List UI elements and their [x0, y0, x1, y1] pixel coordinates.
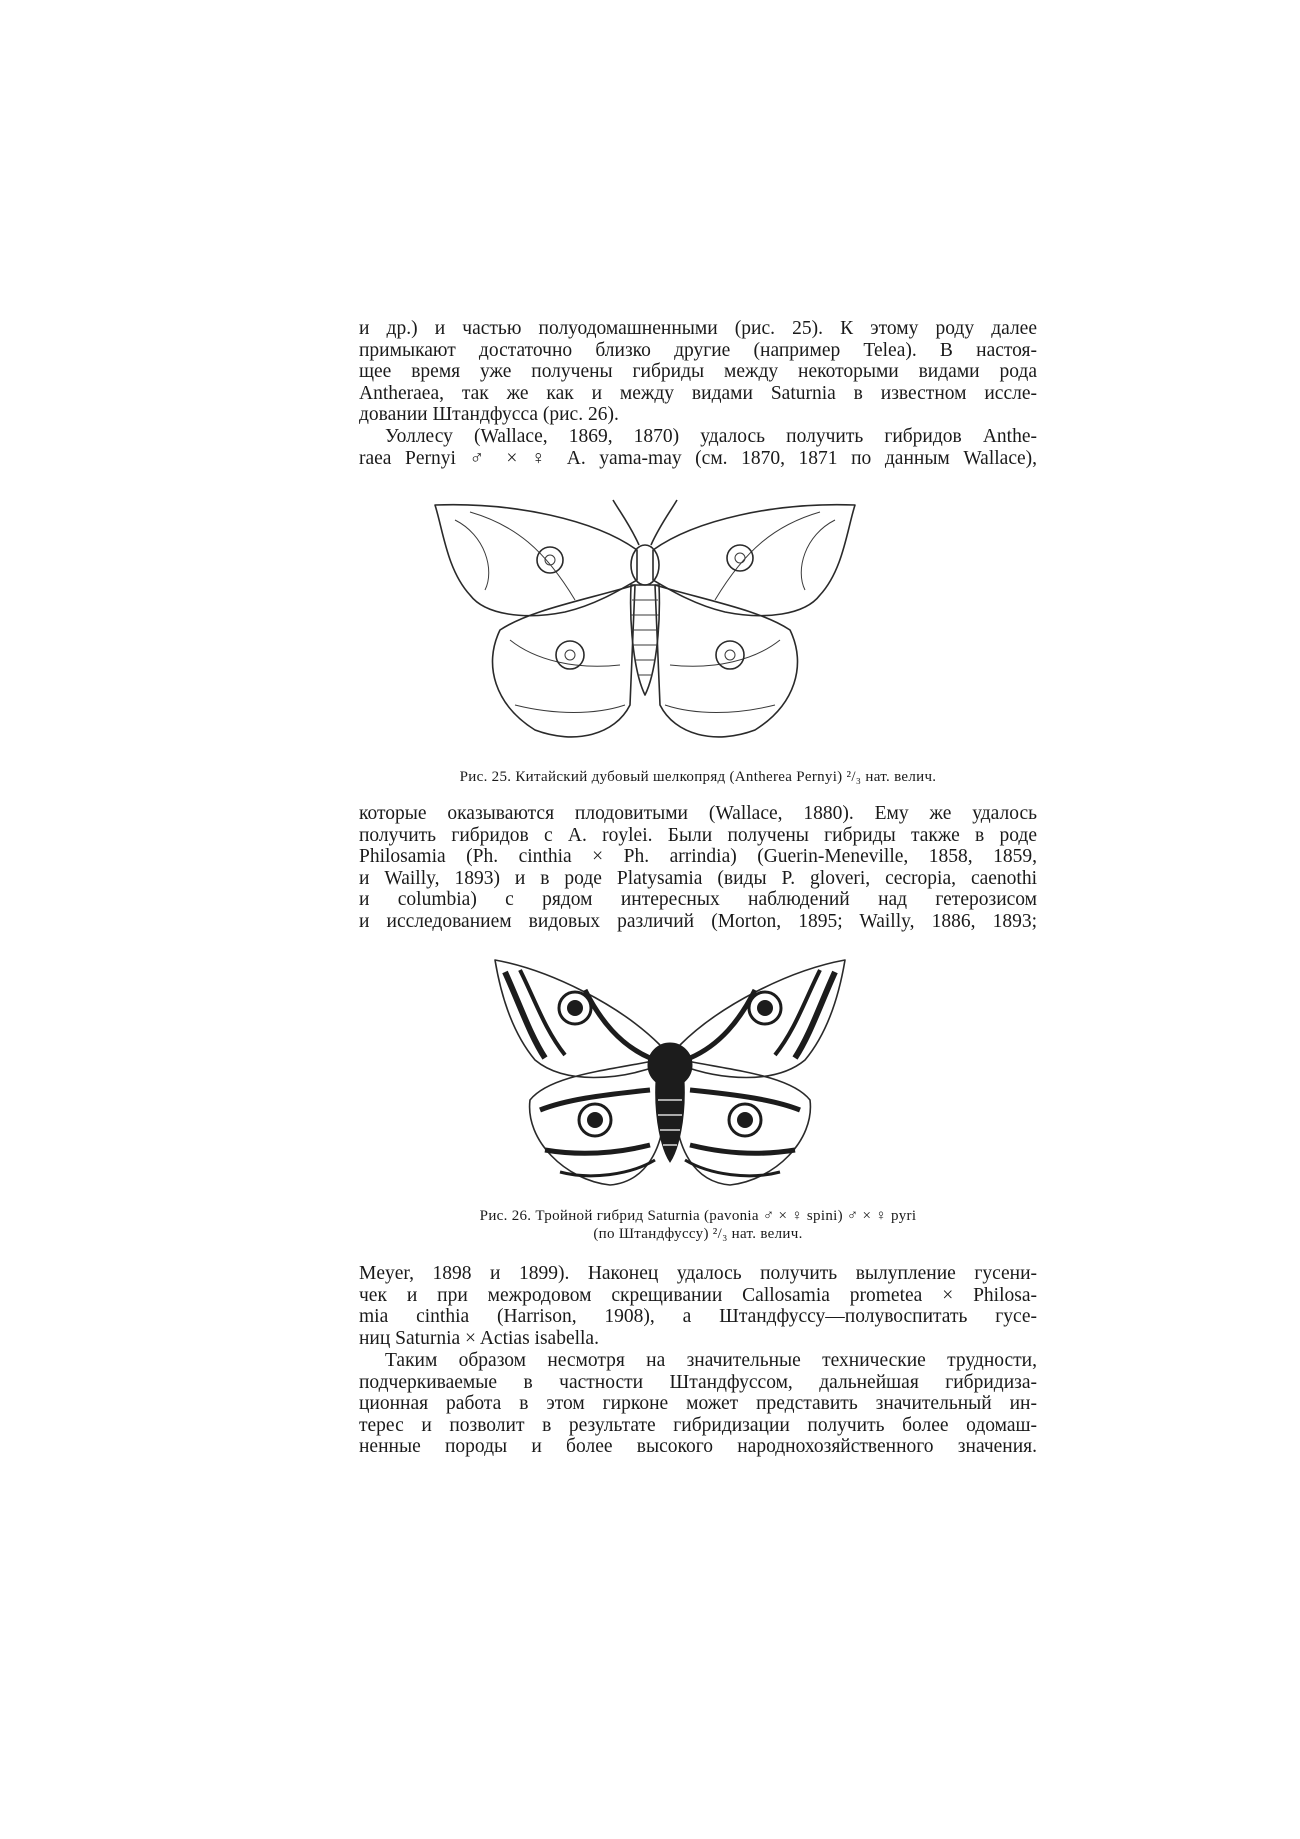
text-line: ниц Saturnia × Actias isabella.	[359, 1327, 599, 1349]
figure-26-caption-line-2: (по Штандфуссу) ²/₃ нат. велич.	[593, 1226, 803, 1242]
text-line: и columbia) с рядом интересных наблюдений над гетерозисом	[359, 889, 1037, 911]
text-line: терес и позволит в результате гибридизации получить более одомаш-	[359, 1414, 1037, 1436]
text-line: подчеркиваемые в частности Штандфуссом, дальнейшая гибридиза-	[359, 1371, 1037, 1393]
text-line: щее время уже получены гибриды между некоторыми видами рода	[359, 361, 1037, 383]
paragraph-fertility	[359, 803, 1037, 933]
text-line: mia cinthia (Harrison, 1908), а Штандфуссу—полувоспитать гусе-	[359, 1306, 1037, 1328]
moth-abdomen	[656, 1080, 685, 1162]
text-line: Уоллесу (Wallace, 1869, 1870) удалось получить гибридов Anthe-	[385, 426, 1037, 447]
eyespot	[716, 641, 744, 669]
text-line: ненные породы и более высокого народнохозяйственного значения.	[359, 1436, 1037, 1458]
text-line: ционная работа в этом гирконе может представить значительный ин-	[359, 1393, 1037, 1415]
eyespot	[556, 641, 584, 669]
text-line: чек и при межродовом скрещивании Callosamia prometea × Philosa-	[359, 1284, 1037, 1306]
text-line: Meyer, 1898 и 1899). Наконец удалось получить вылупление гусени-	[359, 1263, 1037, 1284]
eyespot	[537, 547, 563, 573]
text-line: которые оказываются плодовитыми (Wallace, 1880). Ему же удалось	[359, 803, 1037, 824]
text-line: и др.) и частью полуодомашненными (рис. 25). К этому роду далее	[359, 318, 1037, 339]
text-line: и исследованием видовых различий (Morton, 1895; Wailly, 1886, 1893;	[359, 910, 1037, 932]
paragraph-meyer	[359, 1263, 1037, 1349]
figure-26-moth-illustration	[490, 950, 850, 1190]
figure-26-caption-line-1: Рис. 26. Тройной гибрид Saturnia (pavonia ♂ × ♀ spini) ♂ × ♀ pyri	[479, 1208, 917, 1224]
text-line: Philosamia (Ph. cinthia × Ph. arrindia) (Guerin-Meneville, 1858, 1859,	[359, 846, 1037, 868]
figure-25-moth-illustration	[425, 490, 865, 750]
text-line: довании Штандфусса (рис. 26).	[359, 404, 619, 426]
figure-25-caption: Рис. 25. Китайский дубовый шелкопряд (Antherea Pernyi) ²/₃ нат. велич.	[459, 769, 937, 785]
text-line: raea Pernyi ♂ × ♀ A. yama-may (см. 1870, 1871 по данным Wallace),	[359, 447, 1037, 469]
eyespot	[727, 545, 753, 571]
text-line: примыкают достаточно близко другие (например Telea). В настоя-	[359, 339, 1037, 361]
moth-thorax	[631, 545, 659, 585]
right-hindwing	[655, 585, 797, 737]
right-forewing	[653, 505, 855, 616]
eyespot	[749, 992, 781, 1024]
eyespot	[579, 1104, 611, 1136]
text-line: и Wailly, 1893) и в роде Platysamia (виды P. gloveri, cecropia, caenothi	[359, 867, 1037, 889]
left-hindwing	[493, 585, 635, 737]
text-line: Таким образом несмотря на значительные технические трудности,	[385, 1350, 1037, 1371]
paragraph-antheraea	[359, 318, 1037, 426]
eyespot	[729, 1104, 761, 1136]
text-line: Antheraea, так же как и между видами Saturnia в известном иссле-	[359, 382, 1037, 404]
paragraph-wallace	[359, 426, 1037, 469]
text-line: получить гибридов с A. roylei. Были получены гибриды также в роде	[359, 824, 1037, 846]
left-forewing	[435, 505, 637, 616]
paragraph-conclusion	[359, 1350, 1037, 1458]
eyespot	[559, 992, 591, 1024]
